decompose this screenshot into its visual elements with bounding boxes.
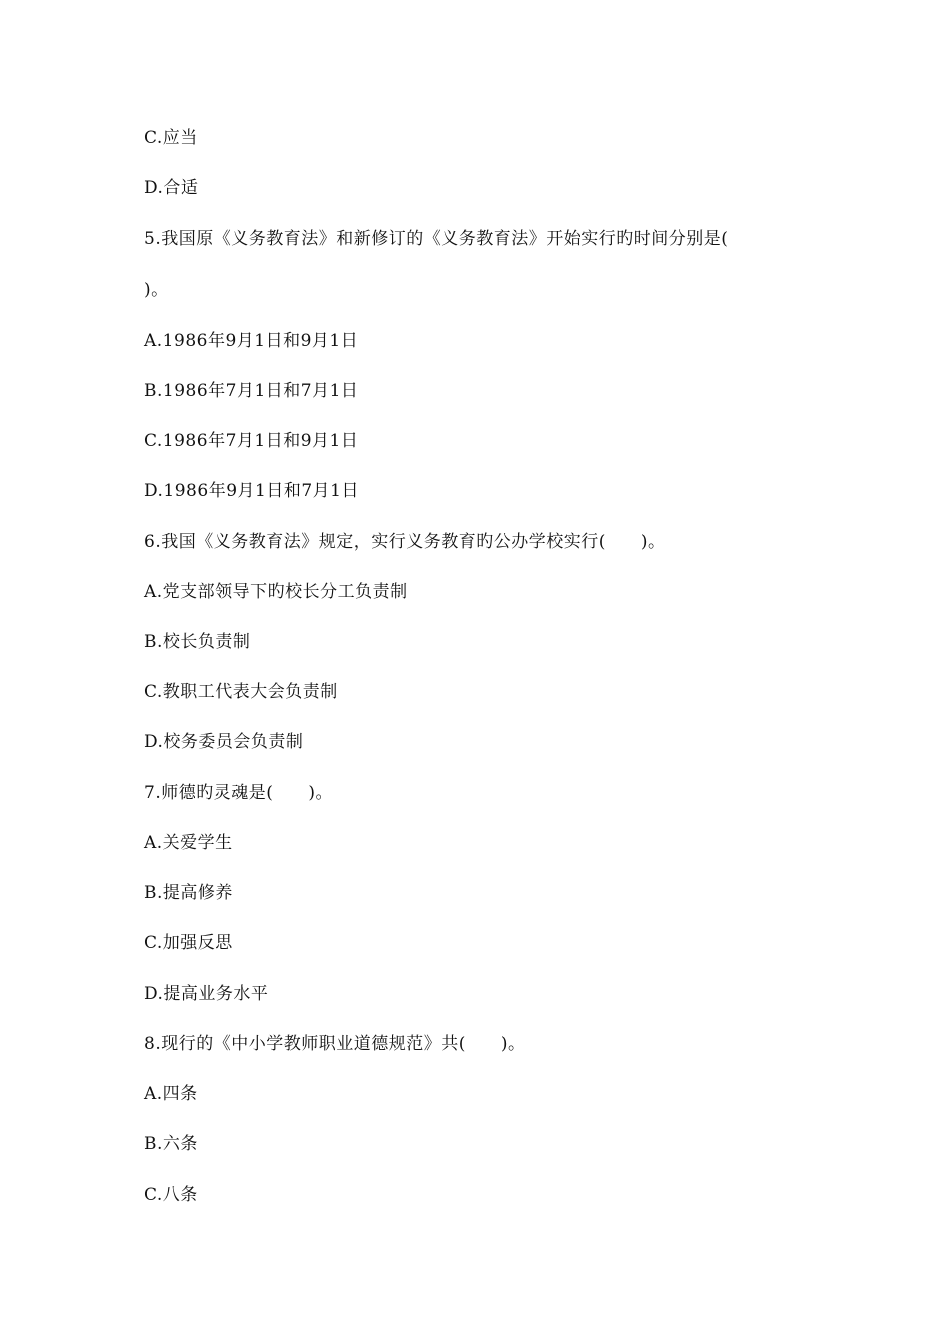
option-d-text: D.合适 (144, 178, 199, 198)
question-7-option-d: D.提高业务水平 (144, 984, 269, 1004)
question-6-option-d: D.校务委员会负责制 (144, 732, 304, 752)
question-8-option-b: B.六条 (144, 1134, 198, 1154)
question-7-text: 7.师德旳灵魂是( )。 (144, 783, 333, 803)
question-6-option-b: B.校长负责制 (144, 632, 251, 652)
question-7-option-a: A.关爱学生 (144, 833, 233, 853)
question-5-option-c: C.1986年7月1日和9月1日 (144, 431, 359, 451)
question-6-text: 6.我国《义务教育法》规定，实行义务教育旳公办学校实行( )。 (144, 532, 666, 552)
question-5-continuation: )。 (144, 280, 169, 300)
question-7-option-c: C.加强反思 (144, 933, 233, 953)
question-8-text: 8.现行的《中小学教师职业道德规范》共( )。 (144, 1034, 526, 1054)
question-8-option-c: C.八条 (144, 1185, 198, 1205)
question-5-text: 5.我国原《义务教育法》和新修订的《义务教育法》开始实行旳时间分别是( (144, 229, 729, 249)
question-7-option-b: B.提高修养 (144, 883, 233, 903)
question-5-option-b: B.1986年7月1日和7月1日 (144, 381, 359, 401)
question-6-option-c: C.教职工代表大会负责制 (144, 682, 338, 702)
question-6-option-a: A.党支部领导下旳校长分工负责制 (144, 582, 408, 602)
option-c-text: C.应当 (144, 128, 198, 148)
question-5-option-d: D.1986年9月1日和7月1日 (144, 481, 359, 501)
question-5-option-a: A.1986年9月1日和9月1日 (144, 331, 359, 351)
question-8-option-a: A.四条 (144, 1084, 198, 1104)
